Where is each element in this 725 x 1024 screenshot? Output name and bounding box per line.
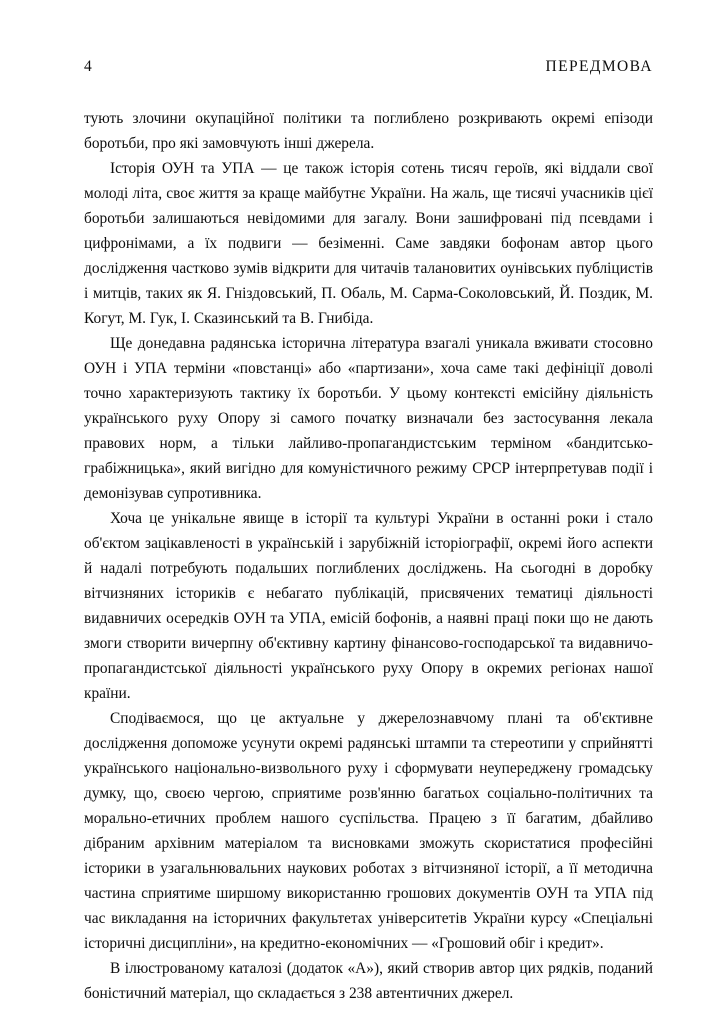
paragraph: тують злочини окупаційної політики та поглиблено розкривають окремі епізоди боротьби, про які замовчують інші джерела. — [84, 110, 653, 152]
running-head — [84, 58, 653, 76]
page-number: 4 — [84, 58, 93, 75]
paragraph: В ілюстрованому каталозі (додаток «А»), який створив автор цих рядків, поданий боністичний матеріал, що складається з 238 автентичних джерел. — [84, 960, 653, 1002]
paragraph: Сподіваємося, що це актуальне у джерелознавчому плані та об'єктивне дослідження допоможе усунути окремі радянські штампи та стереотипи у сприйнятті українського національно-визвольного руху і сформувати неупереджену громадську думку, що, своєю чергою, сприятиме розв'янню багатьох соціально-політичних та морально-етичних проблем нашого суспільства. Працею з її багатим, дбайливо дібраним архівним матеріалом та висновками зможуть скористатися професійні історики в узагальнювальних наукових роботах з вітчизняної історії, а її методична частина сприятиме ширшому використанню грошових документів ОУН та УПА під час викладання на історичних факультетах університетів України курсу «Спеціальні історичні дисципліни», на кредитно-економічних — «Грошовий обіг і кредит». — [84, 710, 653, 952]
paragraph: Ще донедавна радянська історична література взагалі уникала вживати стосовно ОУН і УПА терміни «повстанці» або «партизани», хоча саме такі дефініції доволі точно характеризують тактику їх боротьби. У цьому контексті емісійну діяльність українського руху Опору зі самого початку визначали без застосування лекала правових норм, а тільки лайливо-пропагандистським терміном «бандитсько- грабіжницька», який вигідно для комуністичного режиму СРСР інтерпретував події і демонізував супротивника. — [84, 335, 653, 502]
body-text — [84, 106, 653, 1006]
paragraph: Хоча це унікальне явище в історії та культурі України в останні роки і стало об'єктом зацікавленості в українській і зарубіжній історіографії, окремі його аспекти й надалі потребують подальших поглиблених досліджень. На сьогодні в доробку вітчизняних істориків є небагато публікацій, присвячених тематиці діяльності видавничих осередків ОУН та УПА, емісій бофонів, а наявні праці поки що не дають змоги створити вичерпну об'єктивну картину фінансово-господарської та видавничо-пропагандистської діяльності українського руху Опору в окремих регіонах нашої країни. — [84, 510, 653, 702]
running-head-title: ПЕРЕДМОВА — [545, 58, 653, 75]
paragraph: Історія ОУН та УПА — це також історія сотень тисяч героїв, які віддали свої молоді літа, своє життя за краще майбутнє України. На жаль, ще тисячі учасників цієї боротьби залишаються невідомими для загалу. Вони зашифровані під псевдами і цифронімами, а їх подвиги — безіменні. Саме завдяки бофонам автор цього дослідження частково зумів відкрити для читачів талановитих оунівських публіцистів і митців, таких як Я. Гніздовський, П. Обаль, М. Сарма-Соколовський, Й. Поздик, М. Когут, М. Гук, І. Сказинський та В. Гнибіда. — [84, 160, 653, 327]
